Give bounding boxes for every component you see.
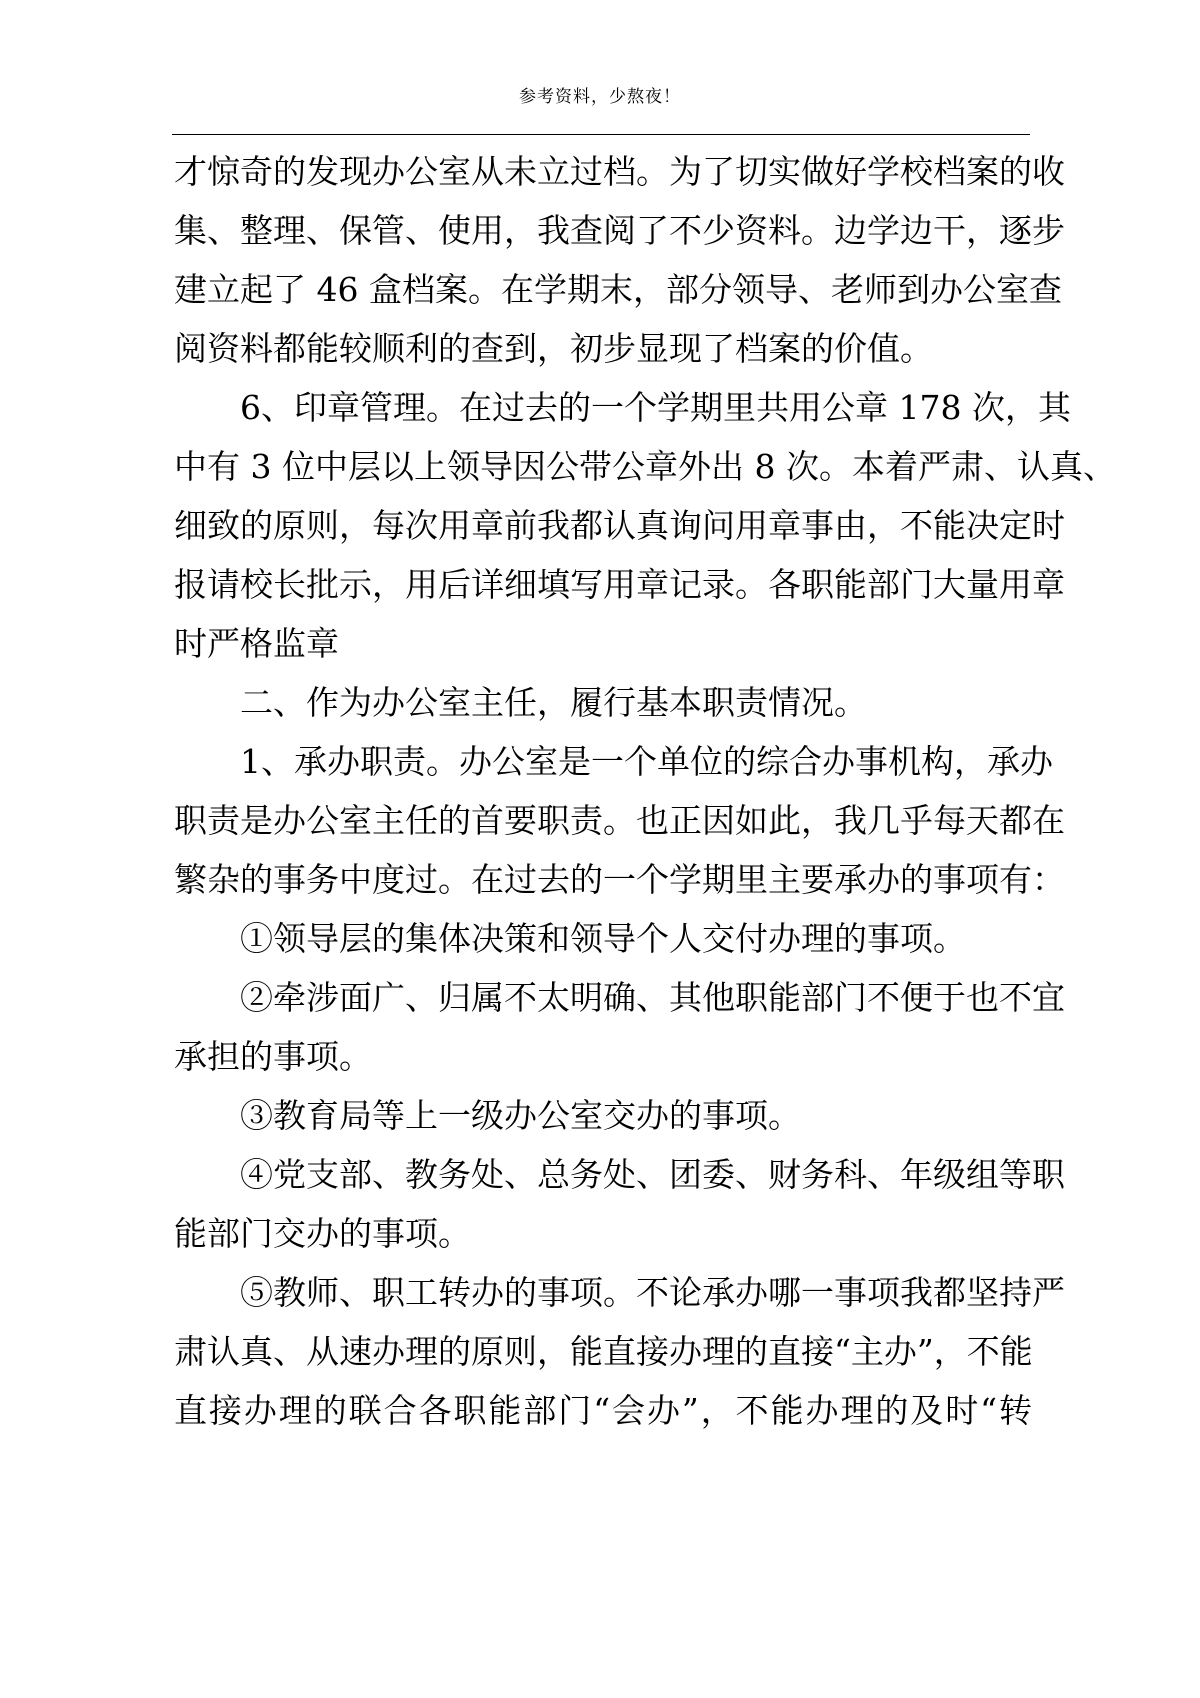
text-line: 承担的事项。 xyxy=(174,1037,372,1076)
text-line: 时严格监章 xyxy=(174,624,339,663)
text-line: 细致的原则，每次用章前我都认真询问用章事由，不能决定时 xyxy=(174,506,1065,545)
page-header: 参考资料，少熬夜！ xyxy=(519,87,681,107)
section-heading: 二、作为办公室主任，履行基本职责情况。 xyxy=(240,683,867,722)
text-line: 能部门交办的事项。 xyxy=(174,1214,471,1253)
text-line: 职责是办公室主任的首要职责。也正因如此，我几乎每天都在 xyxy=(174,801,1065,840)
text-line: 中有 3 位中层以上领导因公带公章外出 8 次。本着严肃、认真、 xyxy=(174,447,1116,486)
text-line: 报请校长批示，用后详细填写用章记录。各职能部门大量用章 xyxy=(174,565,1065,604)
text-line: 1、承办职责。办公室是一个单位的综合办事机构，承办 xyxy=(240,742,1053,781)
list-item: ③教育局等上一级办公室交办的事项。 xyxy=(240,1096,801,1135)
text-line: 才惊奇的发现办公室从未立过档。为了切实做好学校档案的收 xyxy=(174,152,1065,191)
list-item: ④党支部、教务处、总务处、团委、财务科、年级组等职 xyxy=(240,1155,1065,1194)
text-line: 阅资料都能较顺利的查到，初步显现了档案的价值。 xyxy=(174,329,933,368)
header-rule xyxy=(172,134,1030,135)
text-line: 肃认真、从速办理的原则，能直接办理的直接“主办”，不能 xyxy=(174,1332,1033,1371)
text-line: 直接办理的联合各职能部门“会办”，不能办理的及时“转 xyxy=(174,1391,1032,1430)
text-line: 繁杂的事务中度过。在过去的一个学期里主要承办的事项有： xyxy=(174,860,1065,899)
text-line: 建立起了 46 盒档案。在学期末，部分领导、老师到办公室查 xyxy=(174,270,1062,309)
text-line: 6、印章管理。在过去的一个学期里共用公章 178 次，其 xyxy=(240,388,1071,427)
list-item: ⑤教师、职工转办的事项。不论承办哪一事项我都坚持严 xyxy=(240,1273,1065,1312)
text-line: 集、整理、保管、使用，我查阅了不少资料。边学边干，逐步 xyxy=(174,211,1065,250)
list-item: ②牵涉面广、归属不太明确、其他职能部门不便于也不宜 xyxy=(240,978,1065,1017)
list-item: ①领导层的集体决策和领导个人交付办理的事项。 xyxy=(240,919,966,958)
body-text xyxy=(174,142,1116,1440)
